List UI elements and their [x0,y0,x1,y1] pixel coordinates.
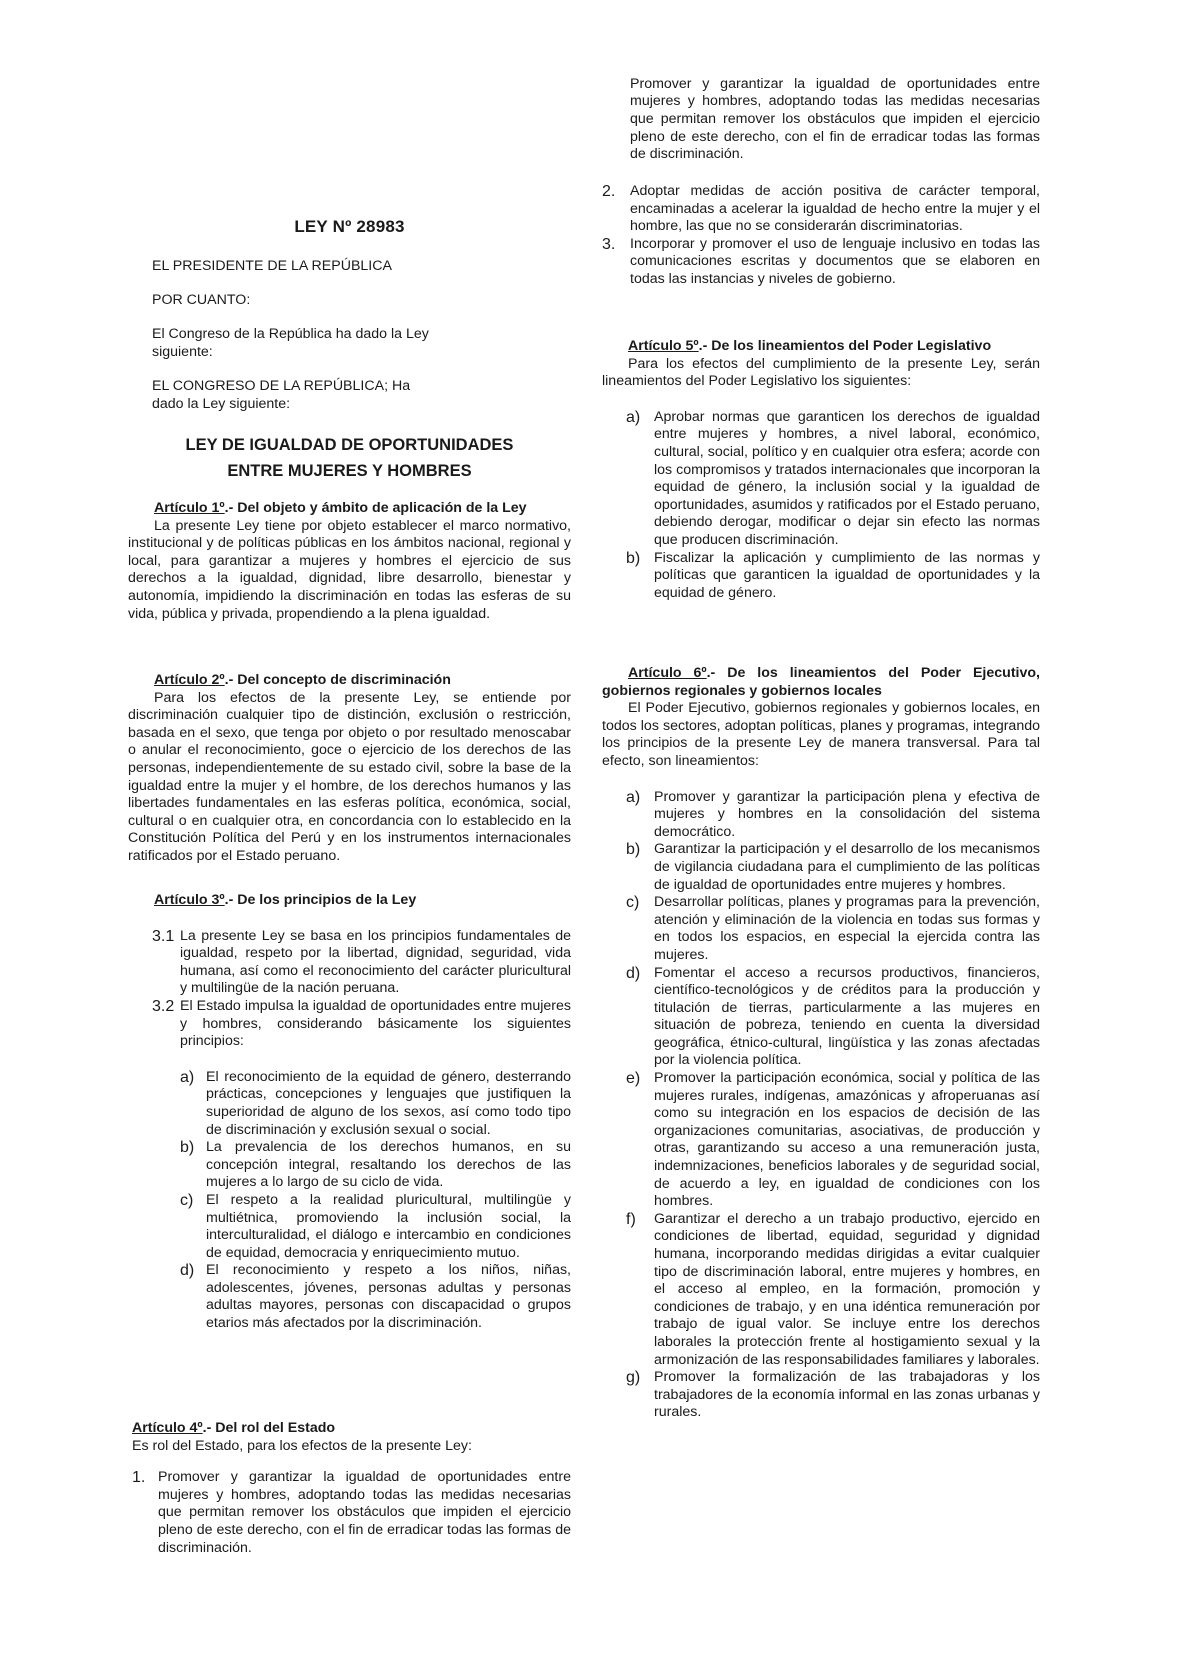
article-2-heading-text: .- Del concepto de discriminación [224,672,451,688]
article-4-item-1-start [128,1469,571,1556]
article-3-label: Artículo 3º [154,892,225,908]
list-marker: 3. [602,235,616,253]
list-item-text: El Estado impulsa la igualdad de oportunidades entre mujeres y hombres, considerando básicamente los siguientes principios: [180,997,571,1050]
list-item-text: Promover y garantizar la participación plena y efectiva de mujeres y hombres en la consolidación del sistema democrático. [654,788,1040,840]
list-marker: 2. [602,183,616,200]
list-marker: a) [626,408,641,426]
article-1 [128,500,571,623]
list-marker: 1. [132,1469,146,1487]
article-3-item-2 [128,998,571,1051]
list-marker: 3.2 [152,997,175,1015]
list-marker: b) [626,841,641,859]
article-1-heading [128,500,571,518]
preamble-president: EL PRESIDENTE DE LA REPÚBLICA [152,258,392,274]
article-6-heading [602,665,1040,700]
list-item-text: Promover y garantizar la igualdad de oportunidades entre mujeres y hombres, adoptando todas las medidas necesarias que permitan remover los obstáculos que impiden el ejercicio pleno de este derecho, con el fin de erradicar todas las formas de discriminación. [630,75,1040,163]
list-item-text: Garantizar la participación y el desarrollo de los mecanismos de vigilancia ciudadana para el cumplimiento de las políticas de igualdad de oportunidades entre mujeres y hombres. [654,841,1040,893]
article-3 [128,892,571,1333]
list-item-text: Fiscalizar la aplicación y cumplimiento de las normas y políticas que garanticen la igualdad de oportunidades y la equidad de género. [654,549,1040,601]
article-2 [128,672,571,866]
list-marker: e) [626,1070,641,1088]
article-6-items [602,789,1040,1422]
article-6-item-e [626,1070,1040,1211]
list-marker: c) [180,1191,194,1209]
list-marker-hidden [602,76,630,164]
article-4-item-1-continued-wrap [602,76,1040,164]
article-4-item-3 [602,236,1040,289]
list-item-text: Desarrollar políticas, planes y programas para la prevención, atención y eliminación de la violencia en todas sus formas y en todos los espacios, en especial la ejercida contra las mujeres. [654,894,1040,963]
article-4-heading [128,1420,571,1438]
list-item-text: El reconocimiento de la equidad de género, desterrando prácticas, concepciones y lenguajes que justifiquen la superioridad de alguno de los sexos, así como todo tipo de discriminación y exclusión sexual o social. [206,1068,571,1138]
article-3-subitem-b [180,1139,571,1192]
article-5 [602,338,1040,602]
preamble-por-cuanto: POR CUANTO: [152,292,251,308]
article-2-heading [128,672,571,690]
preamble-congreso-dado: El Congreso de la República ha dado la Ley siguiente: [152,326,429,360]
list-item-text: Promover la formalización de las trabajadoras y los trabajadores de la economía informal en las zonas urbanas y rurales. [654,1369,1040,1421]
list-item-text: El reconocimiento y respeto a los niños, niñas, adolescentes, jóvenes, personas adultas y personas adultas mayores, personas con discapacidad o grupos etarios más afectados por la discriminación. [206,1262,571,1332]
article-4-item-1-continued [602,75,1040,183]
article-4-heading-text: .- Del rol del Estado [202,1420,336,1436]
list-item-text: Incorporar y promover el uso de lenguaje inclusivo en todas las comunicaciones escritas y documentos que se elaboren en todas las instancias y niveles de gobierno. [630,235,1040,287]
law-title-line-2: ENTRE MUJERES Y HOMBRES [227,462,472,480]
list-item-text: El respeto a la realidad pluricultural, multilingüe y multiétnica, promoviendo la inclusión social, la interculturalidad, el diálogo e intercambio en condiciones de equidad, democracia y enriquecimiento mutuo. [206,1191,571,1261]
list-marker: c) [626,894,640,912]
article-6-intro: El Poder Ejecutivo, gobiernos regionales y gobiernos locales, en todos los sectores, adoptan políticas, planes y programas, integrando los principios de la presente Ley de manera transversal. Para tal efecto, son lineamientos: [602,700,1040,769]
article-5-label: Artículo 5º [628,338,699,354]
article-5-item-b [626,550,1040,603]
list-item-text: Aprobar normas que garanticen los derechos de igualdad entre mujeres y hombres, a nivel laboral, económico, cultural, social, político y en cualquier otra esfera; acorde con los compromisos y tratados internacionales que incorporan la equidad de género, la inclusión social y la igualdad de oportunidades, asumidos y ratificados por el Estado peruano, debiendo derogar, modificar o dejar sin efecto las normas que producen discriminación. [654,408,1040,548]
article-6 [602,665,1040,1422]
article-5-heading-text: .- De los lineamientos del Poder Legislativo [698,338,992,354]
law-title-line-1: LEY DE IGUALDAD DE OPORTUNIDADES [185,436,514,454]
list-marker: d) [180,1262,195,1280]
law-title [128,432,571,484]
article-6-item-g [626,1369,1040,1422]
list-item-text: Promover y garantizar la igualdad de oportunidades entre mujeres y hombres, adoptando todas las medidas necesarias que permitan remover los obstáculos que impiden el ejercicio pleno de este derecho, con el fin de erradicar todas las formas de discriminación. [158,1469,571,1556]
list-item-text: Adoptar medidas de acción positiva de carácter temporal, encaminadas a acelerar la igualdad de hecho entre la mujer y el hombre, las que no se considerarán discriminatorias. [630,183,1040,235]
list-marker: a) [626,788,641,806]
article-3-subitems [128,1069,571,1333]
list-item-text: Garantizar el derecho a un trabajo productivo, ejercido en condiciones de libertad, equidad, seguridad y dignidad humana, incorporando medidas dirigidas a evitar cualquier tipo de discriminación laboral, entre mujeres y hombres, en el acceso al empleo, en la formación, promoción y condiciones de trabajo, y en una idéntica remuneración por trabajo de igual valor. Se incluye entre los derechos laborales la protección frente al hostigamiento sexual y la armonización de las responsabilidades familiares y laborales. [654,1210,1040,1368]
article-2-label: Artículo 2º [154,672,225,688]
list-marker: g) [626,1369,641,1387]
list-marker: b) [180,1139,195,1157]
article-4-items-rest [602,183,1040,289]
article-3-item-1 [128,928,571,998]
article-5-heading [602,338,1040,356]
article-6-item-f [626,1211,1040,1369]
list-marker: b) [626,549,641,567]
article-5-item-a [626,409,1040,550]
article-4 [128,1420,571,1556]
article-5-items [602,409,1040,603]
article-6-item-b [626,841,1040,894]
list-item-text: La prevalencia de los derechos humanos, en su concepción integral, resaltando los derechos de las mujeres a lo largo de su ciclo de vida. [206,1139,571,1191]
list-item-text: Fomentar el acceso a recursos productivos, financieros, científico-tecnológicos y de créditos para la producción y titulación de tierras, particularmente a las mujeres en situación de pobreza, teniendo en cuenta la diversidad geográfica, étnico-cultural, lingüística y las zonas afectadas por la violencia política. [654,964,1040,1069]
list-item-text: La presente Ley se basa en los principios fundamentales de igualdad, respeto por la libertad, dignidad, seguridad, vida humana, así como el reconocimiento del carácter pluricultural y multilingüe de la nación peruana. [180,927,571,997]
article-1-heading-text: .- Del objeto y ámbito de aplicación de la Ley [224,500,527,516]
article-3-heading-text: .- De los principios de la Ley [224,892,417,908]
article-3-subitem-d [180,1262,571,1332]
article-6-heading-text: .- De los lineamientos del Poder Ejecutivo, gobiernos regionales y gobiernos locales [602,665,1040,699]
article-3-heading [128,892,571,910]
article-4-intro: Es rol del Estado, para los efectos de la presente Ley: [132,1437,472,1454]
article-6-item-c [626,894,1040,964]
list-marker: d) [626,964,641,982]
list-marker: 3.1 [152,927,175,945]
preamble-congreso: EL CONGRESO DE LA REPÚBLICA; Ha dado la Ley siguiente: [152,378,411,412]
law-number: LEY Nº 28983 [294,217,405,236]
list-marker: a) [180,1068,195,1086]
list-item-text: Promover la participación económica, social y política de las mujeres rurales, indígenas, amazónicas y afroperuanas así como su integración en los espacios de decisión de las organizaciones comunitarias, asociativas, de producción y otras, garantizando su acceso a una remuneración justa, indemnizaciones, beneficios laborales y de seguridad social, de acuerdo a ley, en igualdad de condiciones con los hombres. [654,1070,1040,1210]
article-6-label: Artículo 6º [628,665,707,681]
article-6-item-d [626,965,1040,1071]
article-5-intro: Para los efectos del cumplimiento de la presente Ley, serán lineamientos del Poder Legislativo los siguientes: [602,355,1040,390]
article-6-item-a [626,789,1040,842]
article-1-label: Artículo 1º [154,500,225,516]
article-2-body: Para los efectos de la presente Ley, se entiende por discriminación cualquier tipo de distinción, exclusión o restricción, basada en el sexo, que tenga por objeto o por resultado menoscabar o anular el reconocimiento, goce o ejercicio de los derechos de las personas, independientemente de su estado civil, sobre la base de la igualdad entre la mujer y el hombre, de los derechos humanos y las libertades fundamentales en las esferas política, económica, social, cultural o en cualquier otra, en concordancia con lo establecido en la Constitución Política del Perú y en los instrumentos internacionales ratificados por el Estado peruano. [128,689,571,864]
article-3-subitem-c [180,1192,571,1262]
article-3-subitem-a [180,1069,571,1139]
article-1-body: La presente Ley tiene por objeto establecer el marco normativo, institucional y de políticas públicas en los ámbitos nacional, regional y local, para garantizar a mujeres y hombres el ejercicio de sus derechos a la igualdad, dignidad, libre desarrollo, bienestar y autonomía, impidiendo la discriminación en todas las esferas de su vida, pública y privada, propendiendo a la plena igualdad. [128,517,571,622]
list-marker: f) [626,1210,636,1228]
article-4-item-2 [602,183,1040,236]
article-4-label: Artículo 4º [132,1420,203,1436]
